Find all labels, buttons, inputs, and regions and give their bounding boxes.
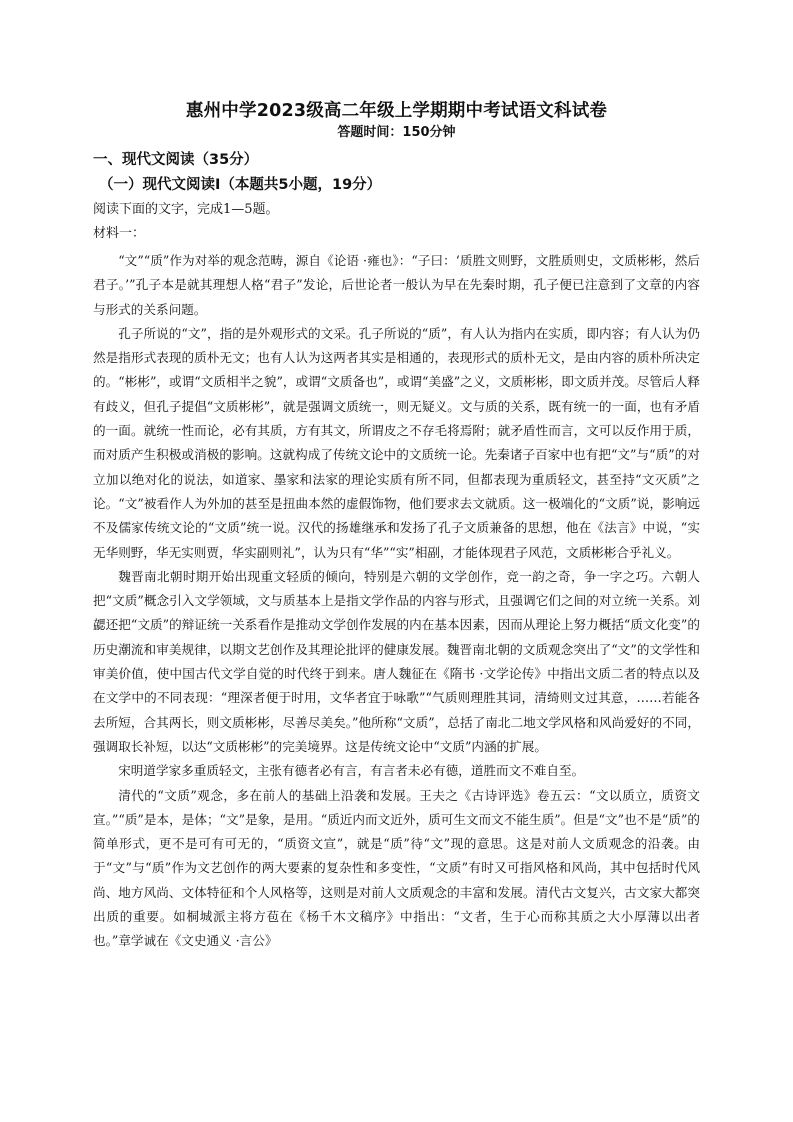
paragraph: “文”“质”作为对举的观念范畴，源自《论语 ·雍也》：“子曰：‘质胜文则野，文胜质则史，文质彬彬，然后君子。’”孔子本是就其理想人格“君子”发论，后世论者一般认为早在先秦时期，孔子便已注意到了文章的内容与形式的关系问题。 xyxy=(93,253,700,317)
instruction-text: 阅读下面的文字，完成1—5题。 xyxy=(93,202,279,217)
section-heading: 一、现代文阅读（35分） xyxy=(93,152,259,168)
paragraph: 孔子所说的“文”，指的是外观形式的文采。孔子所说的“质”，有人认为指内在实质，即内容；有人认为仍然是指形式表现的质朴无文；也有人认为这两者其实是相通的，表现形式的质朴无文，是由内容的质朴所决定的。“彬彬”，或谓“文质相半之貌”，或谓“文质备也”，或谓“美盛”之义，文质彬彬，即文质并茂。尽管后人释有歧义，但孔子提倡“文质彬彬”，就是强调文质统一，则无疑义。文与质的关系，既有统一的一面，也有矛盾的一面。就统一性而论，必有其质，方有其文，所谓皮之不存毛将焉附；就矛盾性而言，文可以反作用于质，而对质产生积极或消极的影响。这就构成了传统文论中的文质统一论。先秦诸子百家中也有把“文”与“质”的对立加以绝对化的说法，如道家、墨家和法家的理论实质有所不同，但都表现为重质轻文，甚至持“文灭质”之论。“文”被看作人为外加的甚至是扭曲本然的虚假饰物，他们要求去文就质。这一极端化的“文质”说，影响远不及儒家传统文论的“文质”统一说。汉代的扬雄继承和发扬了孔子文质兼备的思想，他在《法言》中说，“实无华则野，华无实则贾，华实副则礼”，认为只有“华”“实”相副，才能体现君子风范，文质彬彬合乎礼义。 xyxy=(93,325,700,560)
material-label: 材料一： xyxy=(93,226,146,241)
exam-title: 惠州中学2023级高二年级上学期期中考试语文科试卷 xyxy=(185,101,608,121)
paragraph: 魏晋南北朝时期开始出现重文轻质的倾向，特别是六朝的文学创作，竞一韵之奇，争一字之巧。六朝人把“文质”概念引入文学领域，文与质基本上是指文学作品的内容与形式，且强调它们之间的对立统一关系。刘勰还把“文质”的辩证统一关系看作是推动文学创作发展的内在基本因素，因而从理论上努力概括“质文化变”的历史潮流和审美规律，以期文艺创作及其理论批评的健康发展。魏晋南北朝的文质观念突出了“文”的文学性和审美价值，使中国古代文学自觉的时代终于到来。唐人魏征在《隋书 ·文学论传》中指出文质二者的特点以及在文学中的不同表现：“理深者便于时用，文华者宜于咏歌”“气质则理胜其词，清绮则文过其意，……若能各去所短，合其两长，则文质彬彬，尽善尽美矣。”他所称“文质”，总括了南北二地文学风格和风尚爱好的不同，强调取长补短，以达“文质彬彬”的完美境界。这是传统文论中“文质”内涵的扩展。 xyxy=(93,568,700,754)
paragraph: 清代的“文质”观念，多在前人的基础上沿袭和发展。王夫之《古诗评选》卷五云：“文以质立，质资文宣。”“质”是本，是体；“文”是象，是用。“质近内而文近外，质可生文而文不能生质”。但是“文”也不是“质”的简单形式，更不是可有可无的，“质资文宣”，就是“质”待“文”现的意思。这是对前人文质观念的沿袭。由于“文”与“质”作为文艺创作的两大要素的复杂性和多变性，“文质”有时又可指风格和风尚，其中包括时代风尚、地方风尚、文体特征和个人风格等，这则是对前人文质观念的丰富和发展。清代古文复兴，古文家大都突出质的重要。如桐城派主将方苞在《杨千木文稿序》中指出：“文者，生于心而称其质之大小厚薄以出者也。”章学诚在《文史通义 ·言公》 xyxy=(93,787,700,949)
paragraph: 宋明道学家多重质轻文，主张有德者必有言，有言者未必有德，道胜而文不难自至。 xyxy=(118,763,585,779)
time-limit: 答题时间：150分钟 xyxy=(337,125,456,140)
article-body xyxy=(93,249,700,954)
subsection-heading: （一）现代文阅读Ⅰ（本题共5小题，19分） xyxy=(99,177,382,193)
